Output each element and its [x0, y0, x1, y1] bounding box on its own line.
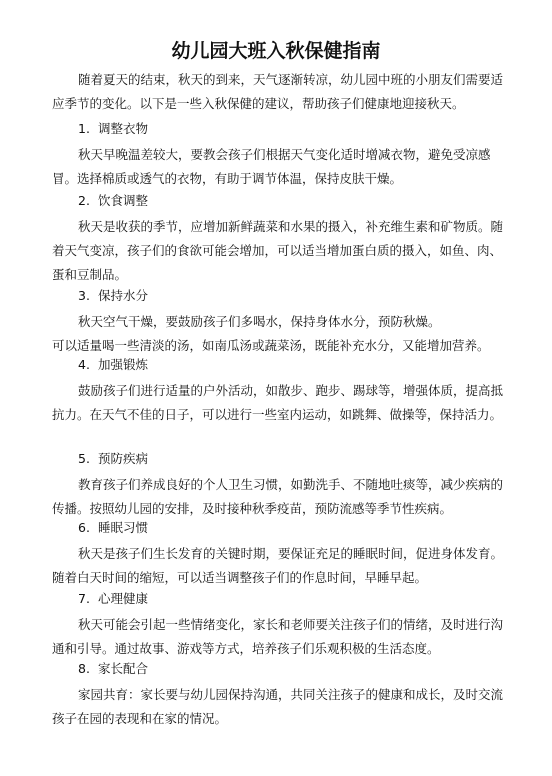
section-heading	[78, 519, 552, 537]
section-heading-text: 加强锻炼	[97, 357, 148, 372]
section-heading	[78, 450, 552, 468]
section-heading	[78, 120, 552, 138]
section-2	[0, 192, 552, 287]
section-body: 鼓励孩子们进行适量的户外活动，如散步、跑步、踢球等，增强体质，提高抵抗力。在天气不佳的日子，可以进行一些室内运动，如跳舞、做操等，保持活力。	[52, 383, 504, 422]
section-heading-text: 调整衣物	[97, 121, 148, 136]
section-body: 教育孩子们养成良好的个人卫生习惯，如勤洗手、不随地吐痰等，减少疾病的传播。按照幼儿园的安排，及时接种秋季疫苗，预防流感等季节性疾病。	[52, 477, 504, 516]
section-heading	[78, 192, 552, 210]
section-heading-text: 饮食调整	[97, 193, 148, 208]
section-body: 秋天是孩子们生长发育的关键时期，要保证充足的睡眠时间，促进身体发育。随着白天时间的缩短，可以适当调整孩子们的作息时间，早睡早起。	[52, 546, 504, 585]
intro-paragraph: 随着夏天的结束，秋天的到来，天气逐渐转凉，幼儿园中班的小朋友们需要适应季节的变化。以下是一些入秋保健的建议，帮助孩子们健康地迎接秋天。	[52, 72, 504, 111]
section-heading-text: 心理健康	[97, 591, 148, 606]
section-body: 秋天早晚温差较大，要教会孩子们根据天气变化适时增减衣物，避免受凉感冒。选择棉质或透气的衣物，有助于调节体温，保持皮肤干燥。	[52, 147, 491, 186]
section-8	[0, 660, 552, 731]
section-3	[0, 287, 552, 358]
section-body	[52, 310, 504, 358]
section-heading-text: 预防疾病	[97, 451, 148, 466]
section-number: 6.	[78, 520, 90, 535]
section-heading	[78, 356, 552, 374]
section-number: 7.	[78, 591, 90, 606]
section-heading	[78, 660, 552, 678]
section-number: 4.	[78, 357, 90, 372]
section-heading-text: 保持水分	[97, 288, 148, 303]
section-number: 8.	[78, 661, 90, 676]
section-6	[0, 519, 552, 590]
section-body: 秋天是收获的季节，应增加新鲜蔬菜和水果的摄入，补充维生素和矿物质。随着天气变凉，孩子们的食欲可能会增加，可以适当增加蛋白质的摄入，如鱼、肉、蛋和豆制品。	[52, 219, 504, 282]
section-number: 3.	[78, 288, 90, 303]
section-body-line: 可以适量喝一些清淡的汤，如南瓜汤或蔬菜汤，既能补充水分，又能增加营养。	[52, 338, 490, 353]
section-number: 5.	[78, 451, 90, 466]
section-5	[0, 450, 552, 521]
section-number: 1.	[78, 121, 90, 136]
section-heading	[78, 590, 552, 608]
section-heading-text: 家长配合	[97, 661, 148, 676]
section-body: 家园共育：家长要与幼儿园保持沟通，共同关注孩子的健康和成长，及时交流孩子在园的表现和在家的情况。	[52, 687, 504, 726]
section-heading-text: 睡眠习惯	[97, 520, 148, 535]
section-body: 秋天可能会引起一些情绪变化，家长和老师要关注孩子们的情绪，及时进行沟通和引导。通过故事、游戏等方式，培养孩子们乐观积极的生活态度。	[52, 617, 504, 656]
section-4	[0, 356, 552, 427]
section-body-line: 秋天空气干燥，要鼓励孩子们多喝水，保持身体水分，预防秋燥。	[78, 314, 441, 329]
section-heading	[78, 287, 552, 305]
page-title: 幼儿园大班入秋保健指南	[171, 40, 381, 62]
section-1	[0, 120, 552, 191]
section-number: 2.	[78, 193, 90, 208]
section-7	[0, 590, 552, 661]
